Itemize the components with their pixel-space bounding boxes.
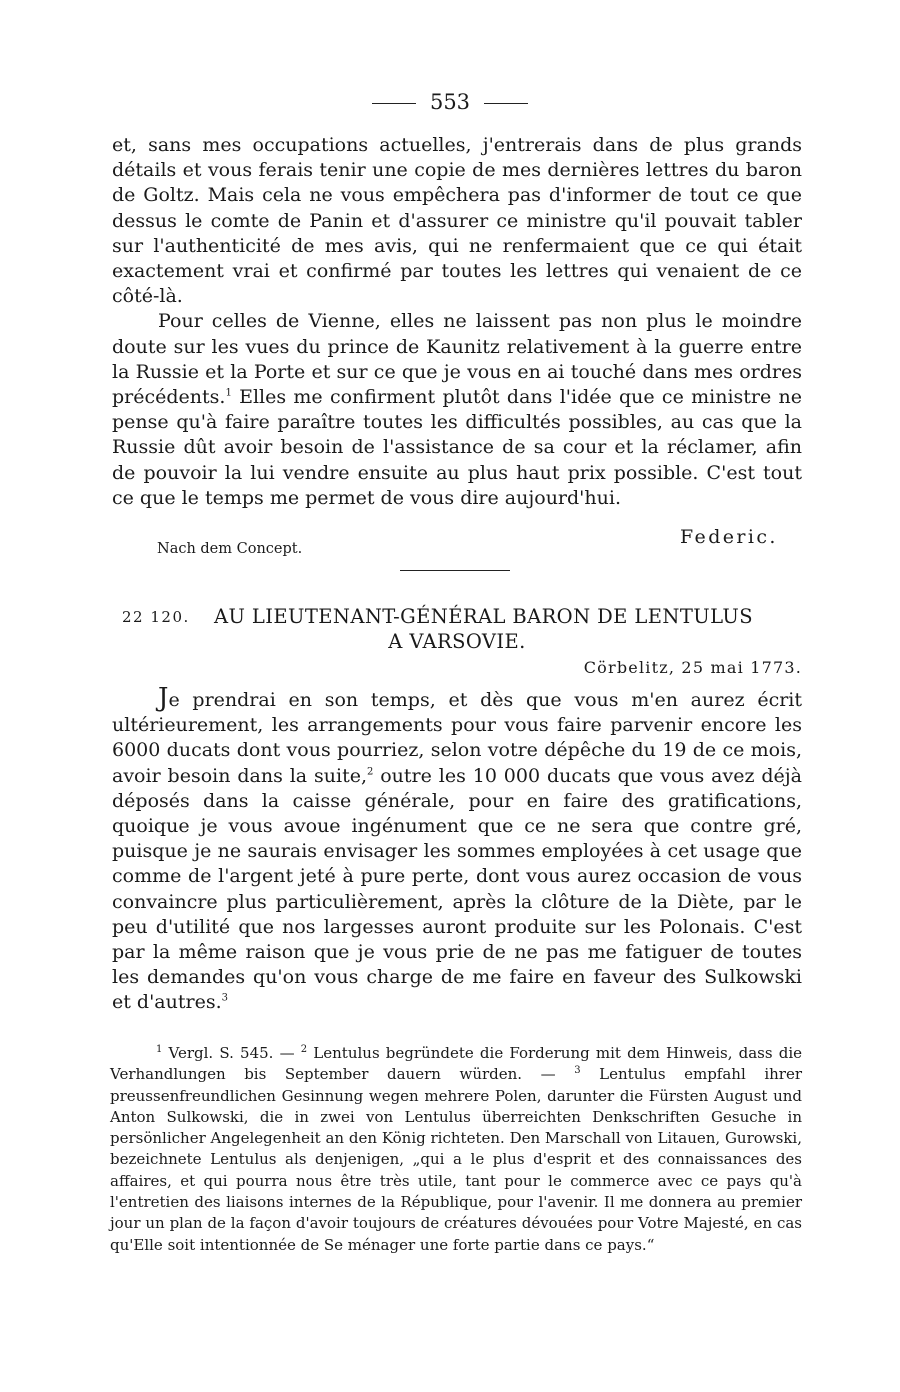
footnote-3-text: Lentulus empfahl ihrer preussenfreundlichen Gesinnung wegen mehrere Polen, darunter die Fürsten August und Anton Sulkowski, die in zwei von Lentulus überreichten Denkschriften Gesuche in persönlicher Angelegenheit an den König richteten. Den Marschall von Litauen, Gurowski, bezeichnete Lentulus als denjenigen, „qui a le plus d'esprit et des connaissances des affaires, et qui pourra nous être très utile, tant pour le commerce avec ce pays qu'à l'entretien des liaisons internes de la République, pour l'avenir. Il me donnera au premier jour un plan de la façon d'avoir toujours de créatures dévouées pour Votre Majesté, en cas qu'Elle soit intentionnée de Se ménager une forte partie dans ce pays.“ [110, 1065, 802, 1254]
letter-place-date: Cörbelitz, 25 mai 1773. [583, 658, 802, 677]
header-dash-left [372, 103, 416, 104]
footnote-ref-1: 1 [225, 387, 232, 399]
source-note: Nach dem Concept. [157, 541, 303, 557]
signature: Federic. [680, 526, 778, 548]
footnote-2-marker: 2 [300, 1044, 308, 1055]
footnote-1-text: Vergl. S. 545. — [162, 1044, 301, 1062]
continuation-block [112, 133, 802, 511]
paragraph-vienna-part-1: Pour celles de Vienne, elles ne laissent pas non plus le moindre doute sur les vues du prince de Kaunitz relativement à la guerre entre la Russie et la Porte et sur ce que je vous en ai touché dans mes ordres précédents. [112, 310, 802, 409]
paragraph-vienna [112, 309, 802, 511]
footnote-1-marker: 1 [156, 1044, 163, 1055]
page-number: 553 [429, 90, 471, 114]
footnote-3-marker: 3 [574, 1065, 581, 1077]
page-header [0, 90, 900, 114]
footnotes [110, 1043, 802, 1256]
dropcap: J [158, 683, 169, 713]
footnote-ref-3: 3 [221, 993, 228, 1005]
footnote-2-text: Lentulus begründete die Forderung mit dem Hinweis, dass die Verhandlungen bis September dauern würden. — [110, 1044, 803, 1084]
letter-number: 22 120. [122, 608, 190, 626]
footnote-ref-2: 2 [366, 766, 374, 778]
header-dash-right [484, 103, 528, 104]
letter-recipient-line-1: AU LIEUTENANT-GÉNÉRAL BARON DE LENTULUS [214, 605, 753, 628]
letter-body [112, 683, 802, 1016]
letter-body-part-1: e prendrai en son temps, et dès que vous m'en aurez écrit ultérieurement, les arrangements pour vous faire parvenir encore les 6000 ducats dont vous pourriez, selon votre dépêche du 19 de ce mois, avoir besoin dans la suite, [112, 689, 802, 787]
letter-recipient-line-2: A VARSOVIE. [388, 630, 526, 653]
letter-body-part-2: outre les 10 000 ducats que vous avez déjà déposés dans la caisse générale, pour en faire des gratifications, quoique je vous avoue ingénument que ce ne sera que contre gré, puisque je ne saurais envisager les sommes employées à cet usage que comme de l'argent jeté à pure perte, dont vous aurez occasion de vous convaincre plus particulièrement, après la clôture de la Diète, par le peu d'utilité que nos largesses auront produite sur les Polonais. C'est par la même raison que je vous prie de ne pas me fatiguer de toutes les demandes qu'on vous charge de me faire en faveur des Sulkowski et d'autres. [112, 764, 802, 1014]
paragraph-continuation: et, sans mes occupations actuelles, j'entrerais dans de plus grands détails et vous ferais tenir une copie de mes dernières lettres du baron de Goltz. Mais cela ne vous empêchera pas d'informer de tout ce que dessus le comte de Panin et d'assurer ce ministre qu'il pouvait tabler sur l'authenticité de mes avis, qui ne renfermaient que ce qui était exactement vrai et confirmé par toutes les lettres qui venaient de ce côté-là. [112, 134, 802, 308]
section-divider [400, 570, 510, 571]
paragraph-vienna-part-2: Elles me confirment plutôt dans l'idée que ce ministre ne pense qu'à faire paraître toutes les difficultés possibles, au cas que la Russie dût avoir besoin de l'assistance de sa cour et la réclamer, afin de pouvoir la lui vendre ensuite au plus haut prix possible. C'est tout ce que le temps me permet de vous dire aujourd'hui. [112, 386, 802, 509]
footnote-paragraph [110, 1043, 802, 1256]
letter-paragraph [112, 683, 802, 1016]
